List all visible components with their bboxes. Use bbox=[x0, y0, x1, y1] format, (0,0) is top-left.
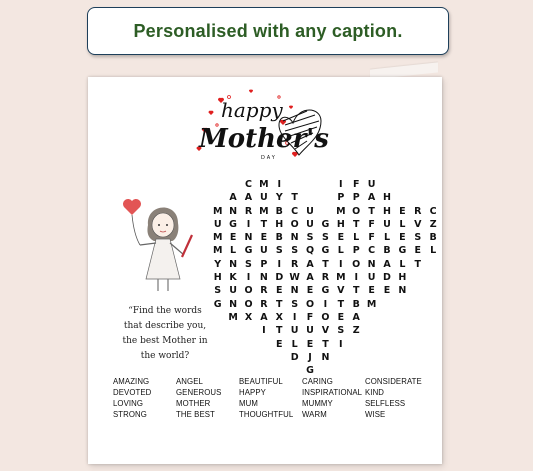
grid-letter: T bbox=[276, 298, 283, 310]
grid-letter: Z bbox=[429, 218, 437, 230]
grid-letter: C bbox=[429, 205, 437, 217]
grid-letter: E bbox=[306, 338, 314, 350]
word-list-item: STRONG bbox=[113, 410, 147, 419]
word-list-item: THE BEST bbox=[176, 410, 215, 419]
grid-letter: S bbox=[337, 325, 345, 337]
grid-letter: T bbox=[337, 298, 345, 310]
grid-letter: E bbox=[399, 232, 406, 244]
grid-letter bbox=[395, 324, 410, 337]
grid-letter: B bbox=[275, 232, 283, 244]
grid-letter: N bbox=[229, 258, 238, 270]
word-search-grid bbox=[210, 178, 441, 377]
grid-letter: Y bbox=[214, 258, 222, 270]
grid-letter: N bbox=[398, 285, 407, 297]
grid-letter: S bbox=[291, 245, 299, 257]
grid-letter: L bbox=[291, 338, 298, 350]
grid-letter: C bbox=[291, 205, 299, 217]
grid-letter: L bbox=[353, 232, 360, 244]
grid-letter bbox=[379, 178, 394, 191]
grid-letter: D bbox=[383, 272, 391, 284]
grid-letter bbox=[210, 324, 225, 337]
word-list-item: MUM bbox=[239, 399, 258, 408]
grid-letter: N bbox=[229, 298, 238, 310]
grid-letter bbox=[410, 271, 425, 284]
word-list-item: GENEROUS bbox=[176, 388, 222, 397]
grid-letter: E bbox=[306, 285, 314, 297]
grid-letter bbox=[318, 178, 333, 191]
grid-letter: F bbox=[352, 179, 360, 190]
grid-letter: H bbox=[383, 192, 391, 204]
logo-line3: DAY bbox=[261, 155, 277, 161]
grid-letter: I bbox=[246, 272, 251, 284]
grid-letter: M bbox=[212, 245, 223, 257]
grid-letter: L bbox=[430, 245, 437, 257]
grid-letter: Q bbox=[306, 245, 315, 257]
grid-letter: T bbox=[276, 325, 283, 337]
grid-letter: D bbox=[290, 351, 299, 363]
grid-letter: I bbox=[323, 298, 328, 310]
grid-letter bbox=[210, 364, 225, 377]
grid-letter: C bbox=[244, 179, 252, 190]
grid-letter bbox=[287, 178, 302, 191]
grid-letter bbox=[241, 351, 256, 364]
grid-letter bbox=[425, 284, 440, 297]
grid-letter: G bbox=[321, 285, 330, 297]
grid-letter: L bbox=[383, 232, 391, 244]
grid-letter: R bbox=[260, 298, 268, 310]
grid-letter bbox=[410, 338, 425, 351]
grid-letter: E bbox=[337, 311, 345, 323]
grid-letter: E bbox=[383, 285, 391, 297]
grid-letter bbox=[379, 364, 394, 377]
grid-letter bbox=[241, 324, 256, 337]
word-list-item: MOTHER bbox=[176, 399, 211, 408]
grid-letter bbox=[256, 364, 271, 377]
grid-letter: M bbox=[212, 232, 223, 244]
grid-letter bbox=[272, 351, 287, 364]
grid-letter bbox=[349, 364, 364, 377]
grid-letter: B bbox=[352, 298, 360, 310]
grid-letter: C bbox=[368, 245, 376, 257]
word-list-item: CARING bbox=[302, 377, 333, 386]
grid-letter: O bbox=[352, 205, 361, 217]
grid-letter: O bbox=[290, 218, 299, 230]
logo-line1: happy bbox=[221, 98, 283, 122]
grid-letter: T bbox=[291, 192, 298, 204]
grid-letter bbox=[256, 338, 271, 351]
grid-letter: R bbox=[260, 285, 268, 297]
grid-letter bbox=[410, 298, 425, 311]
grid-letter: U bbox=[260, 192, 268, 204]
grid-letter: I bbox=[292, 311, 297, 323]
grid-letter: P bbox=[352, 192, 360, 204]
grid-letter: D bbox=[275, 272, 284, 284]
grid-letter bbox=[318, 205, 333, 218]
grid-letter: V bbox=[337, 285, 345, 297]
grid-letter: N bbox=[321, 351, 330, 363]
grid-letter: N bbox=[290, 232, 299, 244]
grid-letter: O bbox=[321, 311, 330, 323]
grid-letter bbox=[364, 338, 379, 351]
grid-letter bbox=[395, 298, 410, 311]
grid-letter: G bbox=[321, 245, 330, 257]
grid-letter: I bbox=[339, 338, 343, 350]
grid-letter: E bbox=[337, 232, 345, 244]
grid-letter bbox=[379, 324, 394, 337]
grid-letter: H bbox=[213, 272, 222, 284]
grid-letter: B bbox=[383, 245, 391, 257]
grid-letter: U bbox=[367, 179, 376, 190]
grid-letter bbox=[287, 364, 302, 377]
word-list-item: SELFLESS bbox=[365, 399, 406, 408]
grid-letter: E bbox=[399, 205, 406, 217]
grid-letter: R bbox=[321, 272, 330, 284]
grid-letter bbox=[302, 191, 317, 204]
grid-letter: M bbox=[259, 205, 269, 217]
word-list-item: WARM bbox=[302, 410, 327, 419]
grid-letter bbox=[225, 338, 240, 351]
mothers-day-logo bbox=[181, 85, 341, 175]
grid-letter bbox=[395, 364, 410, 377]
grid-letter: G bbox=[321, 218, 330, 230]
grid-letter bbox=[395, 338, 410, 351]
grid-letter: U bbox=[306, 205, 314, 217]
grid-letter: U bbox=[383, 218, 391, 230]
grid-letter: E bbox=[368, 285, 375, 297]
grid-letter: V bbox=[321, 325, 330, 337]
grid-letter: M bbox=[366, 298, 377, 310]
grid-letter: E bbox=[276, 285, 283, 297]
grid-letter: O bbox=[352, 258, 361, 270]
grid-letter: R bbox=[244, 205, 253, 217]
grid-letter bbox=[425, 258, 440, 271]
grid-letter bbox=[349, 338, 364, 351]
word-list-item: MUMMY bbox=[302, 399, 333, 408]
grid-letter: M bbox=[336, 272, 346, 284]
grid-letter: S bbox=[322, 232, 329, 244]
grid-letter: N bbox=[290, 285, 299, 297]
word-list-item: AMAZING bbox=[113, 377, 150, 386]
grid-letter: P bbox=[337, 192, 345, 204]
grid-letter bbox=[225, 324, 240, 337]
grid-letter bbox=[410, 191, 425, 204]
grid-letter: A bbox=[367, 192, 376, 204]
grid-letter bbox=[395, 178, 410, 191]
grid-letter bbox=[379, 351, 394, 364]
word-list bbox=[113, 377, 425, 421]
grid-letter bbox=[410, 311, 425, 324]
grid-letter: G bbox=[229, 218, 237, 230]
greeting-card bbox=[88, 77, 442, 464]
grid-letter bbox=[210, 338, 225, 351]
grid-letter: I bbox=[246, 218, 251, 230]
grid-letter bbox=[410, 324, 425, 337]
grid-letter bbox=[379, 338, 394, 351]
word-list-item: INSPIRATIONAL bbox=[302, 388, 363, 397]
grid-letter bbox=[395, 311, 410, 324]
grid-letter bbox=[225, 351, 240, 364]
grid-letter bbox=[241, 364, 256, 377]
caption-banner bbox=[87, 7, 449, 55]
grid-letter bbox=[302, 178, 317, 191]
grid-letter: U bbox=[213, 218, 222, 230]
grid-letter: E bbox=[260, 232, 268, 244]
grid-letter: S bbox=[306, 232, 314, 244]
grid-letter: F bbox=[368, 218, 375, 230]
grid-letter: A bbox=[244, 192, 253, 204]
grid-letter bbox=[425, 271, 440, 284]
grid-letter bbox=[241, 338, 256, 351]
grid-letter bbox=[410, 284, 425, 297]
grid-letter: A bbox=[260, 311, 268, 323]
grid-letter: G bbox=[306, 365, 314, 377]
grid-letter: T bbox=[414, 258, 422, 270]
grid-letter: X bbox=[275, 311, 283, 323]
grid-letter bbox=[364, 311, 379, 324]
word-list-item: THOUGHTFUL bbox=[239, 410, 294, 419]
grid-letter: H bbox=[383, 205, 391, 217]
grid-letter bbox=[425, 191, 440, 204]
grid-letter: Z bbox=[352, 325, 360, 337]
caption-text: Personalised with any caption. bbox=[133, 20, 403, 41]
grid-letter: R bbox=[414, 205, 422, 217]
grid-letter bbox=[333, 351, 348, 364]
grid-letter: N bbox=[244, 232, 253, 244]
grid-letter: T bbox=[322, 338, 329, 350]
word-list-item: ANGEL bbox=[176, 377, 203, 386]
grid-letter bbox=[349, 351, 364, 364]
grid-letter: H bbox=[275, 218, 284, 230]
grid-letter bbox=[318, 364, 333, 377]
grid-letter: G bbox=[244, 245, 253, 257]
grid-letter: N bbox=[229, 205, 238, 217]
grid-letter bbox=[410, 178, 425, 191]
grid-letter: N bbox=[367, 258, 376, 270]
grid-letter: G bbox=[213, 298, 222, 310]
grid-letter: J bbox=[308, 351, 312, 363]
grid-letter bbox=[210, 311, 225, 324]
grid-letter bbox=[410, 351, 425, 364]
grid-letter bbox=[395, 191, 410, 204]
logo-line2: Mother's bbox=[199, 124, 329, 154]
grid-letter bbox=[256, 351, 271, 364]
word-list-item: WISE bbox=[365, 410, 386, 419]
grid-letter: P bbox=[260, 258, 268, 270]
grid-letter bbox=[379, 298, 394, 311]
grid-letter: T bbox=[352, 218, 360, 230]
grid-letter bbox=[425, 178, 440, 191]
grid-letter bbox=[425, 324, 440, 337]
grid-letter: U bbox=[367, 272, 376, 284]
grid-letter: U bbox=[229, 285, 237, 297]
grid-letter: R bbox=[290, 258, 299, 270]
grid-letter: T bbox=[352, 285, 360, 297]
grid-letter bbox=[210, 351, 225, 364]
grid-letter: A bbox=[306, 272, 314, 284]
grid-letter: E bbox=[229, 232, 237, 244]
grid-letter: A bbox=[352, 311, 360, 323]
grid-letter: L bbox=[399, 218, 406, 230]
grid-letter bbox=[272, 364, 287, 377]
grid-letter: G bbox=[398, 245, 407, 257]
girl-illustration bbox=[118, 195, 208, 295]
grid-letter bbox=[210, 178, 225, 191]
grid-letter bbox=[425, 311, 440, 324]
grid-letter: O bbox=[306, 298, 315, 310]
grid-letter: I bbox=[339, 179, 343, 190]
grid-letter: Y bbox=[275, 192, 283, 204]
grid-letter: L bbox=[337, 245, 344, 257]
grid-letter: O bbox=[244, 285, 253, 297]
grid-letter bbox=[425, 364, 440, 377]
grid-letter: L bbox=[230, 245, 237, 257]
grid-letter bbox=[225, 178, 240, 191]
grid-letter: W bbox=[289, 272, 300, 284]
grid-letter: F bbox=[368, 232, 375, 244]
grid-letter: T bbox=[368, 205, 375, 217]
grid-letter bbox=[364, 351, 379, 364]
grid-letter: O bbox=[244, 298, 253, 310]
grid-letter: I bbox=[277, 179, 282, 190]
grid-letter: S bbox=[214, 285, 222, 297]
grid-letter: F bbox=[306, 311, 314, 323]
grid-letter: I bbox=[354, 272, 358, 284]
grid-letter bbox=[425, 351, 440, 364]
grid-letter: S bbox=[275, 245, 283, 257]
grid-letter: A bbox=[306, 258, 314, 270]
grid-letter: U bbox=[290, 325, 299, 337]
grid-letter: H bbox=[336, 218, 345, 230]
grid-letter: A bbox=[229, 192, 237, 204]
grid-letter: L bbox=[399, 258, 406, 270]
word-list-item: BEAUTIFUL bbox=[239, 377, 283, 386]
grid-letter: U bbox=[260, 245, 268, 257]
word-list-item: DEVOTED bbox=[113, 388, 152, 397]
grid-letter: E bbox=[414, 245, 422, 257]
grid-letter: S bbox=[291, 298, 299, 310]
grid-letter: M bbox=[336, 205, 346, 217]
grid-letter: P bbox=[352, 245, 360, 257]
grid-letter: E bbox=[276, 338, 283, 350]
grid-letter: I bbox=[277, 258, 282, 270]
grid-letter: V bbox=[414, 218, 422, 230]
grid-letter: N bbox=[259, 272, 268, 284]
quote-text: “Find the words that describe you, the best Mother in the world? bbox=[122, 306, 208, 361]
word-list-item: CONSIDERATE bbox=[365, 377, 422, 386]
grid-letter: B bbox=[429, 232, 437, 244]
heart-icon bbox=[123, 199, 141, 215]
grid-letter: U bbox=[306, 325, 314, 337]
grid-letter: I bbox=[339, 258, 343, 270]
grid-letter bbox=[318, 191, 333, 204]
grid-letter: A bbox=[383, 258, 391, 270]
grid-letter: M bbox=[212, 205, 223, 217]
grid-letter: B bbox=[275, 205, 283, 217]
grid-letter: K bbox=[229, 272, 237, 284]
grid-letter bbox=[425, 298, 440, 311]
grid-letter: S bbox=[414, 232, 422, 244]
grid-letter bbox=[225, 364, 240, 377]
grid-letter bbox=[364, 364, 379, 377]
word-list-item: HAPPY bbox=[239, 388, 266, 397]
word-list-item: KIND bbox=[365, 388, 385, 397]
grid-letter: H bbox=[398, 272, 407, 284]
grid-letter: U bbox=[306, 218, 314, 230]
grid-letter: M bbox=[228, 311, 238, 323]
grid-letter bbox=[210, 191, 225, 204]
grid-letter: M bbox=[259, 179, 269, 190]
grid-letter bbox=[395, 351, 410, 364]
grid-letter: T bbox=[322, 258, 329, 270]
grid-letter bbox=[333, 364, 348, 377]
grid-letter bbox=[379, 311, 394, 324]
grid-letter: X bbox=[244, 311, 253, 323]
grid-letter bbox=[425, 338, 440, 351]
grid-letter bbox=[364, 324, 379, 337]
grid-letter: T bbox=[260, 218, 268, 230]
grid-letter: I bbox=[262, 325, 266, 337]
grid-letter: S bbox=[245, 258, 252, 270]
grid-letter bbox=[410, 364, 425, 377]
word-list-item: LOVING bbox=[113, 399, 144, 408]
